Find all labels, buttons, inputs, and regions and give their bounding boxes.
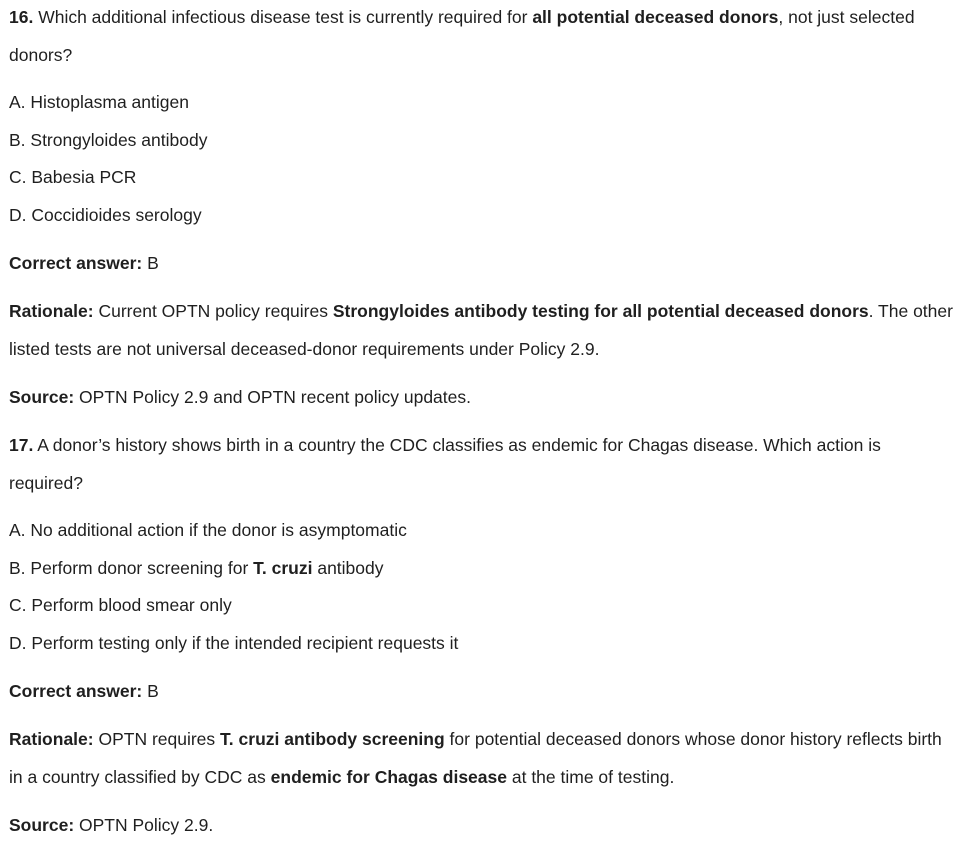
option-c: C. Babesia PCR	[9, 167, 137, 187]
option-a: A. Histoplasma antigen	[9, 92, 189, 112]
option-a: A. No additional action if the donor is asymptomatic	[9, 520, 407, 540]
option-d: D. Coccidioides serology	[9, 204, 202, 225]
option-b: B. Strongyloides antibody	[9, 129, 208, 150]
correct-answer: Correct answer: B	[9, 681, 159, 701]
question-17	[9, 426, 959, 844]
rationale: Rationale: Current OPTN policy requires Strongyloides antibody testing for all potential deceased donors. The other listed tests are not universal deceased-donor requirements under Policy 2.9.	[9, 301, 953, 359]
option-b: B. Perform donor screening for T. cruzi antibody	[9, 557, 384, 578]
question-number: 16.	[9, 7, 34, 27]
question-stem: 16. Which additional infectious disease test is currently required for all potential deceased donors, not just selected donors?	[9, 7, 915, 65]
question-number: 17.	[9, 435, 34, 455]
options-list	[9, 512, 959, 662]
option-d: D. Perform testing only if the intended recipient requests it	[9, 632, 459, 653]
rationale: Rationale: OPTN requires T. cruzi antibody screening for potential deceased donors whose donor history reflects birth in a country classified by CDC as endemic for Chagas disease at the time of testing.	[9, 729, 942, 787]
source: Source: OPTN Policy 2.9.	[9, 815, 214, 835]
correct-answer: Correct answer: B	[9, 253, 159, 273]
question-stem: 17. A donor’s history shows birth in a country the CDC classifies as endemic for Chagas disease. Which action is required?	[9, 435, 881, 493]
question-16	[9, 0, 959, 416]
source: Source: OPTN Policy 2.9 and OPTN recent policy updates.	[9, 387, 471, 407]
option-c: C. Perform blood smear only	[9, 595, 232, 615]
options-list	[9, 84, 959, 234]
